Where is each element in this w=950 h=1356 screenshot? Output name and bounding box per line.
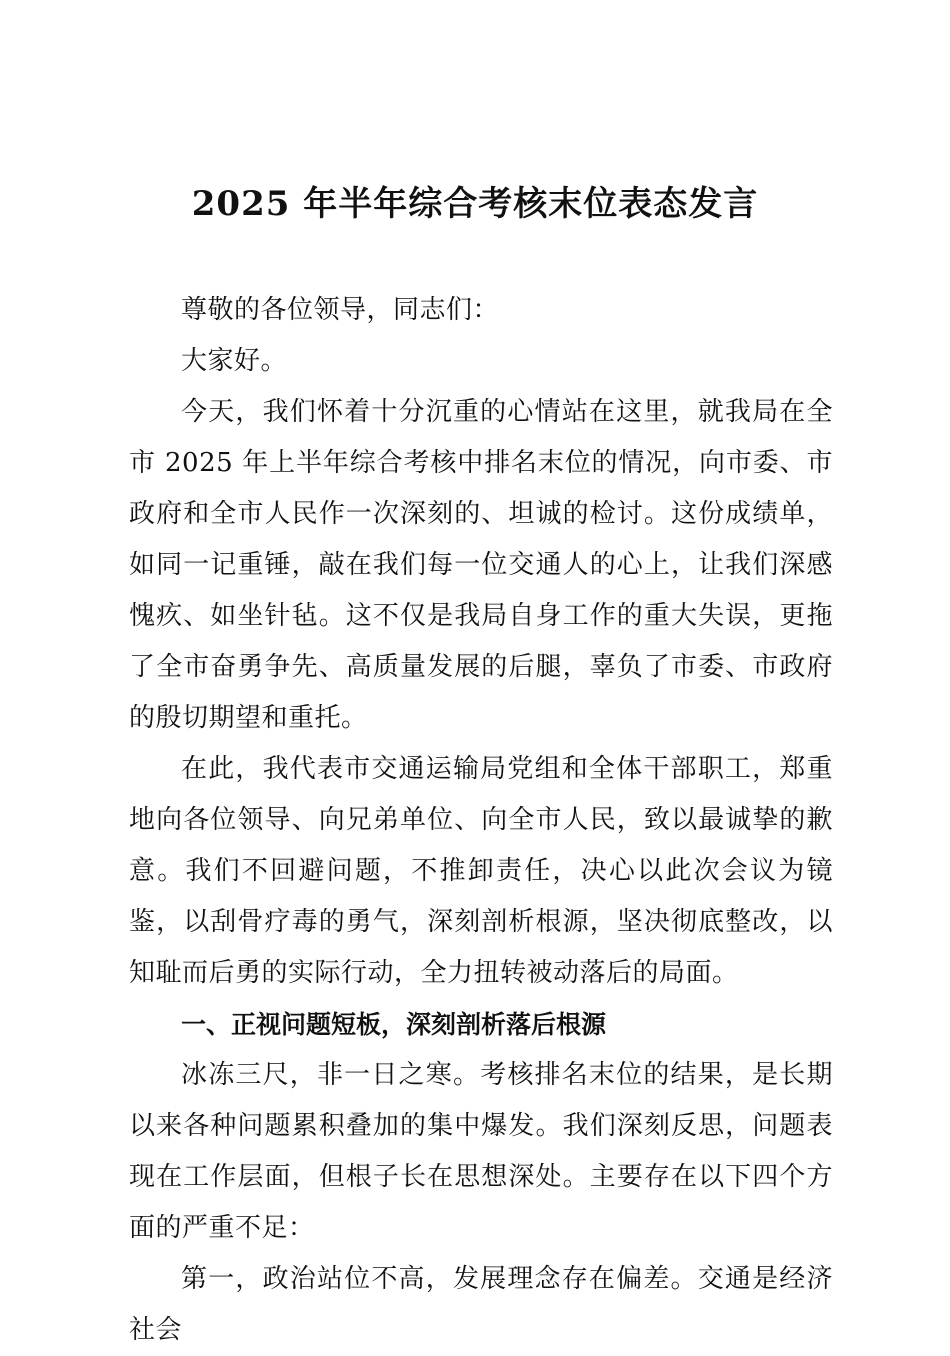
paragraph: 在此，我代表市交通运输局党组和全体干部职工，郑重地向各位领导、向兄弟单位、向全市人民，致以最诚挚的歉意。我们不回避问题，不推卸责任，决心以此次会议为镜鉴，以刮骨疗毒的勇气，深刻剖析根源，坚决彻底整改，以知耻而后勇的实际行动，全力扭转被动落后的局面。 — [129, 754, 833, 988]
paragraph: 冰冻三尺，非一日之寒。考核排名末位的结果，是长期以来各种问题累积叠加的集中爆发。我们深刻反思，问题表现在工作层面，但根子长在思想深处。主要存在以下四个方面的严重不足： — [129, 1060, 833, 1243]
greeting: 大家好。 — [181, 346, 288, 376]
document-title: 2025 年半年综合考核末位表态发言 — [191, 184, 759, 224]
document-body — [129, 285, 833, 1356]
salutation: 尊敬的各位领导，同志们： — [181, 295, 500, 325]
paragraph: 第一，政治站位不高，发展理念存在偏差。交通是经济社会 — [129, 1264, 833, 1345]
paragraph: 今天，我们怀着十分沉重的心情站在这里，就我局在全市 2025 年上半年综合考核中排名末位的情况，向市委、市政府和全市人民作一次深刻的、坦诚的检讨。这份成绩单，如同一记重锤，敲在我们每一位交通人的心上，让我们深感愧疚、如坐针毡。这不仅是我局自身工作的重大失误，更拖了全市奋勇争先、高质量发展的后腿，辜负了市委、市政府的殷切期望和重托。 — [129, 397, 833, 733]
section-heading: 一、正视问题短板，深刻剖析落后根源 — [181, 1010, 607, 1039]
